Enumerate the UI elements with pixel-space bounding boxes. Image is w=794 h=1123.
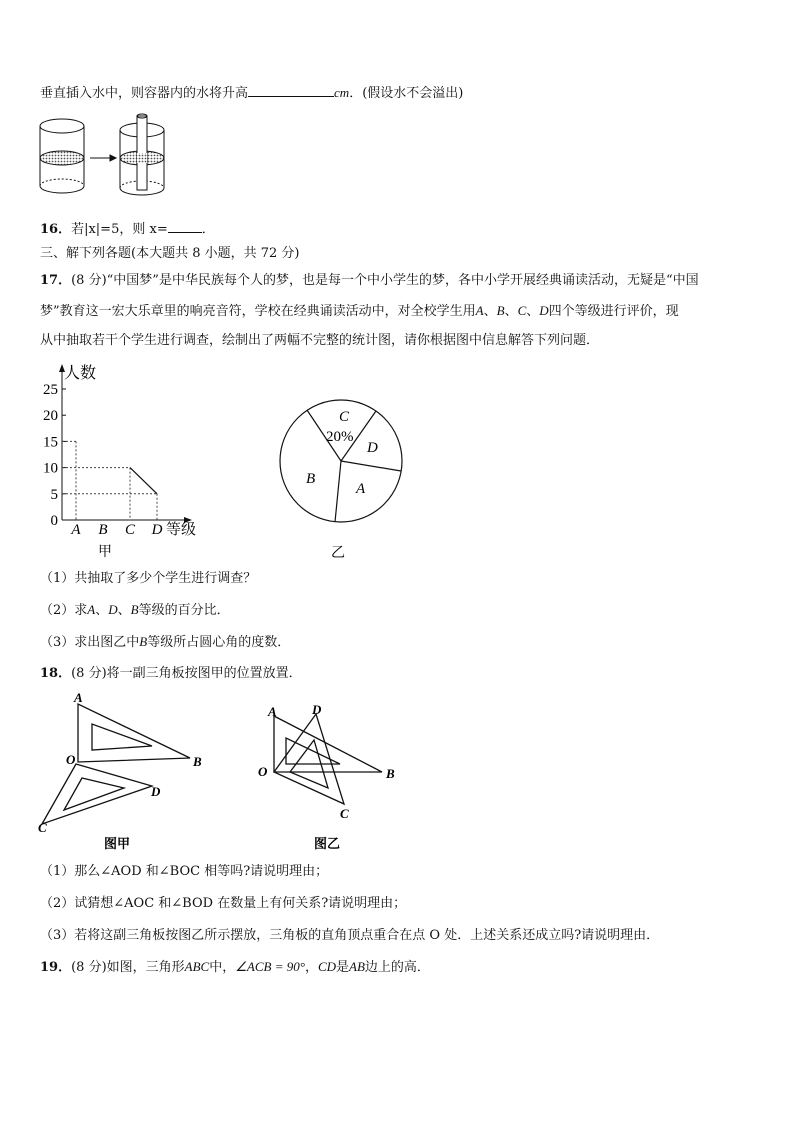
q17-line-3: 从中抽取若干个学生进行调查，绘制出了两幅不完整的统计图，请你根据图中信息解答下列问题． bbox=[40, 333, 600, 348]
label-b: B bbox=[386, 766, 395, 781]
y-ticks bbox=[43, 382, 66, 529]
pie-label-c-percent: 20% bbox=[326, 429, 354, 445]
q19-line: 19．(8 分)如图，三角形ABC中，∠ACB = 90°，CD是AB边上的高． bbox=[40, 959, 430, 975]
x-tick-label: A bbox=[71, 522, 81, 538]
q15-line: 垂直插入水中，则容器内的水将升高 cm．(假设水不会溢出) bbox=[40, 82, 760, 103]
y-tick-label: 5 bbox=[50, 486, 58, 503]
label-a: A bbox=[268, 704, 277, 719]
figure-jia-caption: 图甲 bbox=[104, 837, 131, 852]
pie-divider-a bbox=[335, 461, 341, 522]
triangle-lower-inner bbox=[64, 778, 124, 810]
label-c: C bbox=[38, 820, 47, 835]
triangle-d-outer bbox=[274, 714, 344, 804]
label-b: B bbox=[193, 754, 202, 769]
label-o: O bbox=[258, 764, 268, 779]
pie-label-a: A bbox=[356, 481, 366, 497]
chart-yi-caption: 乙 bbox=[331, 545, 345, 561]
label-a: A bbox=[74, 690, 83, 705]
cylinder-figure bbox=[36, 112, 186, 202]
x-axis-label: 等级 bbox=[166, 520, 197, 538]
x-tick-label: B bbox=[98, 522, 108, 538]
answer-blank bbox=[248, 82, 334, 97]
label-o: O bbox=[66, 752, 76, 767]
q17-sub-2: （2）求A、D、B等级的百分比． bbox=[40, 602, 230, 618]
q17-line-1: 17．(8 分)“中国梦”是中华民族每个人的梦，也是每一个中小学生的梦，各中小学开展经典诵读活动，无疑是“中国 bbox=[40, 273, 699, 288]
q18-line: 18．(8 分)将一副三角板按图甲的位置放置． bbox=[40, 666, 302, 681]
cylinder-after bbox=[120, 114, 164, 195]
y-tick-label: 15 bbox=[43, 434, 58, 451]
pie-label-b: B bbox=[306, 471, 316, 487]
section-title: 三、解下列各题(本大题共 8 小题，共 72 分) bbox=[40, 246, 300, 261]
triangle-lower-outer bbox=[42, 764, 152, 824]
chart-jia bbox=[36, 360, 216, 560]
q18-sub-3: （3）若将这副三角板按图乙所示摆放，三角板的直角顶点重合在点 O 处．上述关系还成立吗?请说明理由． bbox=[40, 928, 660, 943]
q18-sub-1: （1）那么∠AOD 和∠BOC 相等吗?请说明理由； bbox=[40, 864, 329, 879]
pie-label-c: C bbox=[339, 409, 350, 425]
y-tick-label: 20 bbox=[43, 408, 58, 425]
x-tick-label: D bbox=[151, 522, 163, 538]
q17-line-2: 梦”教育这一宏大乐章里的响亮音符，学校在经典诵读活动中，对全校学生用A、B、C、D四个等级进行评价，现 bbox=[40, 303, 679, 319]
y-tick-label: 10 bbox=[43, 460, 58, 477]
cylinder-before bbox=[40, 119, 84, 193]
triangle-upper-outer bbox=[78, 704, 190, 762]
q17-sub-1: （1）共抽取了多少个学生进行调查？ bbox=[40, 571, 257, 586]
y-axis-label: 人数 bbox=[64, 363, 97, 382]
chart-yi bbox=[275, 385, 415, 565]
triangle-upper-inner bbox=[92, 724, 152, 750]
figure-jia bbox=[36, 690, 216, 855]
q18-sub-2: （2）试猜想∠AOC 和∠BOD 在数量上有何关系?请说明理由； bbox=[40, 896, 407, 911]
figure-yi bbox=[256, 700, 406, 855]
label-c: C bbox=[340, 806, 349, 821]
pie-divider-d bbox=[341, 461, 401, 471]
pie-label-d: D bbox=[367, 440, 378, 456]
answer-blank bbox=[168, 218, 202, 233]
y-tick-label: 25 bbox=[43, 382, 58, 398]
q17-sub-3: （3）求出图乙中B等级所占圆心角的度数． bbox=[40, 634, 291, 650]
arrow-icon bbox=[90, 155, 116, 161]
label-d: D bbox=[312, 702, 322, 717]
x-tick-label: C bbox=[124, 522, 136, 538]
y-tick-label: 0 bbox=[50, 513, 58, 529]
figure-yi-caption: 图乙 bbox=[314, 837, 341, 852]
x-ticks bbox=[70, 522, 162, 538]
chart-series bbox=[62, 441, 157, 520]
q16-line: 16．若|x|=5，则 x= ． bbox=[40, 218, 760, 239]
chart-jia-caption: 甲 bbox=[98, 544, 112, 560]
label-d: D bbox=[151, 784, 161, 799]
series-segment-c-d bbox=[130, 468, 157, 494]
